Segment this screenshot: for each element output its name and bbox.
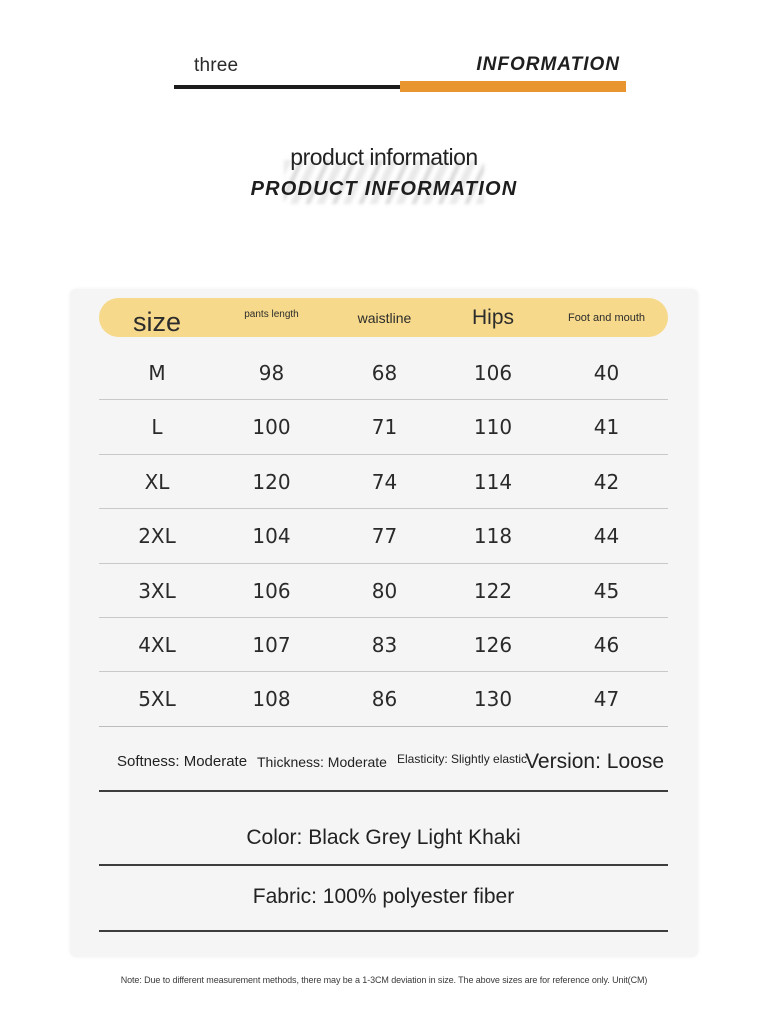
column-header-waistline: waistline xyxy=(357,309,412,326)
cell-foot-mouth: 42 xyxy=(593,469,620,494)
cell-hips: 122 xyxy=(473,578,513,603)
table-row xyxy=(99,618,668,672)
cell-pants-length: 120 xyxy=(252,469,291,494)
cell-foot-mouth: 47 xyxy=(593,687,620,712)
cell-waistline: 77 xyxy=(371,524,398,549)
cell-foot-mouth: 46 xyxy=(593,632,620,657)
title-block xyxy=(184,140,584,220)
cell-pants-length: 108 xyxy=(252,687,291,712)
color-info: Color: Black Grey Light Khaki xyxy=(99,792,668,866)
cell-hips: 114 xyxy=(473,469,513,494)
size-table xyxy=(99,346,668,727)
cell-size: 4XL xyxy=(138,632,176,657)
table-row xyxy=(99,509,668,563)
fabric-info: Fabric: 100% polyester fiber xyxy=(99,866,668,932)
cell-pants-length: 100 xyxy=(252,415,291,440)
cell-hips: 126 xyxy=(473,632,513,657)
cell-hips: 110 xyxy=(473,415,513,440)
cell-size: 3XL xyxy=(138,578,176,603)
column-header-foot-mouth: Foot and mouth xyxy=(567,311,646,324)
cell-foot-mouth: 41 xyxy=(593,415,620,440)
cell-hips: 130 xyxy=(473,687,513,712)
cell-waistline: 68 xyxy=(371,361,398,385)
cell-size: 5XL xyxy=(138,687,176,712)
section-heading: INFORMATION xyxy=(476,54,620,75)
page-title: product information xyxy=(290,144,478,170)
measurement-note: Note: Due to different measurement methods, there may be a 1-3CM deviation in size. The above sizes are for reference only. Unit(CM) xyxy=(120,975,648,985)
cell-foot-mouth: 45 xyxy=(593,578,620,603)
cell-size: L xyxy=(151,415,163,440)
cell-pants-length: 106 xyxy=(252,578,291,603)
table-row xyxy=(99,400,668,454)
cell-foot-mouth: 44 xyxy=(593,524,620,549)
section-header xyxy=(174,52,626,94)
cell-hips: 106 xyxy=(473,361,513,385)
column-header-hips: Hips xyxy=(471,305,514,329)
cell-pants-length: 107 xyxy=(252,632,291,657)
section-number-label: three xyxy=(194,55,239,76)
table-row xyxy=(99,564,668,618)
cell-pants-length: 104 xyxy=(252,524,291,549)
column-header-pants-length: pants length xyxy=(244,309,299,320)
elasticity-label: Elasticity: Slightly elastic xyxy=(397,752,528,766)
page-subtitle: PRODUCT INFORMATION xyxy=(250,178,518,200)
cell-waistline: 71 xyxy=(371,415,398,440)
table-row xyxy=(99,455,668,509)
size-chart-card xyxy=(70,289,698,957)
cell-size: M xyxy=(148,361,166,385)
cell-pants-length: 98 xyxy=(258,361,285,385)
fabric-properties-row xyxy=(99,734,668,792)
version-label: Version: Loose xyxy=(525,750,664,773)
header-orange-bar xyxy=(400,81,626,92)
column-header-size: size xyxy=(132,307,181,337)
table-header xyxy=(99,298,668,337)
cell-hips: 118 xyxy=(473,524,513,549)
cell-waistline: 80 xyxy=(371,578,398,603)
softness-label: Softness: Moderate xyxy=(117,753,248,770)
cell-waistline: 86 xyxy=(371,687,398,712)
table-row xyxy=(99,346,668,400)
header-dark-line xyxy=(174,85,400,89)
cell-size: 2XL xyxy=(138,524,176,549)
table-row xyxy=(99,672,668,726)
cell-foot-mouth: 40 xyxy=(593,361,620,385)
thickness-label: Thickness: Moderate xyxy=(257,754,387,770)
cell-size: XL xyxy=(144,469,170,494)
cell-waistline: 74 xyxy=(371,469,398,494)
cell-waistline: 83 xyxy=(371,632,398,657)
